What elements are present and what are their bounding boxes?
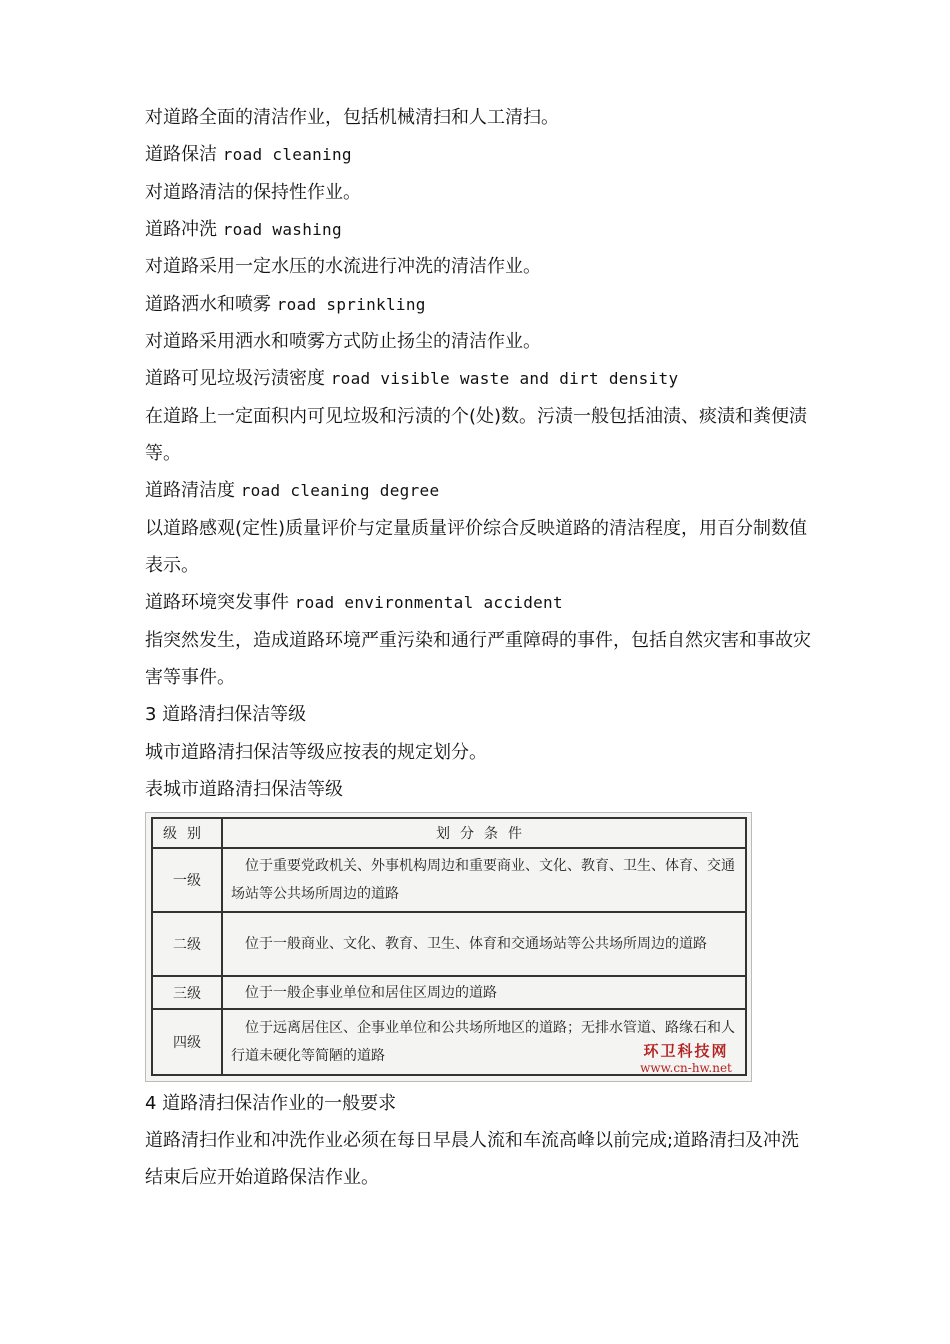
table-row: [152, 976, 746, 1009]
level-cell: 二级: [152, 912, 222, 976]
levels-table-image: [145, 812, 752, 1082]
term-road-washing: [145, 211, 815, 248]
term-zh: 道路环境突发事件: [145, 592, 289, 613]
paragraph: 对道路全面的清洁作业，包括机械清扫和人工清扫。: [145, 107, 559, 128]
definition: 在道路上一定面积内可见垃圾和污渍的个(处)数。污渍一般包括油渍、痰渍和粪便渍等。: [145, 406, 808, 464]
header-level: 级别: [152, 818, 222, 848]
levels-table: [151, 817, 747, 1076]
section-heading: 4 道路清扫保洁作业的一般要求: [145, 1093, 397, 1114]
section-heading: 3 道路清扫保洁等级: [145, 704, 307, 725]
level-cell: 一级: [152, 848, 222, 912]
term-waste-density: [145, 360, 815, 397]
condition-cell: 位于一般企事业单位和居住区周边的道路: [222, 976, 746, 1009]
definition: 对道路采用洒水和喷雾方式防止扬尘的清洁作业。: [145, 331, 541, 352]
definition: 对道路采用一定水压的水流进行冲洗的清洁作业。: [145, 256, 541, 277]
term-zh: 道路保洁: [145, 144, 217, 165]
header-condition: 划分条件: [222, 818, 746, 848]
term-en: road cleaning degree: [240, 481, 440, 500]
term-en: road washing: [222, 220, 342, 239]
term-road-cleaning: [145, 136, 815, 173]
table-header-row: [152, 818, 746, 848]
term-zh: 道路洒水和喷雾: [145, 294, 271, 315]
term-environmental-accident: [145, 584, 815, 621]
condition-cell: 位于一般商业、文化、教育、卫生、体育和交通场站等公共场所周边的道路: [222, 912, 746, 976]
term-zh: 道路清洁度: [145, 480, 235, 501]
condition-cell: 位于重要党政机关、外事机构周边和重要商业、文化、教育、卫生、体育、交通场站等公共场所周边的道路: [222, 848, 746, 912]
definition: 指突然发生，造成道路环境严重污染和通行严重障碍的事件，包括自然灾害和事故灾害等事件。: [145, 630, 811, 688]
definition: 以道路感观(定性)质量评价与定量质量评价综合反映道路的清洁程度，用百分制数值表示。: [145, 518, 808, 576]
term-zh: 道路可见垃圾污渍密度: [145, 368, 325, 389]
term-road-sprinkling: [145, 286, 815, 323]
term-zh: 道路冲洗: [145, 219, 217, 240]
definition: 对道路清洁的保持性作业。: [145, 182, 361, 203]
level-cell: 三级: [152, 976, 222, 1009]
condition-cell: 位于远离居住区、企事业单位和公共场所地区的道路；无排水管道、路缘石和人行道未硬化等简陋的道路: [222, 1009, 746, 1075]
table-row: [152, 848, 746, 912]
table-row: [152, 912, 746, 976]
watermark: [626, 1043, 746, 1077]
paragraph: 城市道路清扫保洁等级应按表的规定划分。: [145, 742, 487, 763]
term-cleaning-degree: [145, 472, 815, 509]
level-cell: 四级: [152, 1009, 222, 1075]
term-en: road sprinkling: [276, 295, 426, 314]
paragraph: 道路清扫作业和冲洗作业必须在每日早晨人流和车流高峰以前完成;道路清扫及冲洗结束后应开始道路保洁作业。: [145, 1130, 800, 1188]
watermark-url: www.cn-hw.net: [640, 1061, 732, 1075]
table-caption: 表城市道路清扫保洁等级: [145, 779, 343, 800]
term-en: road visible waste and dirt density: [330, 369, 679, 388]
watermark-name: 环卫科技网: [643, 1042, 729, 1060]
term-en: road environmental accident: [294, 593, 563, 612]
term-en: road cleaning: [222, 145, 352, 164]
